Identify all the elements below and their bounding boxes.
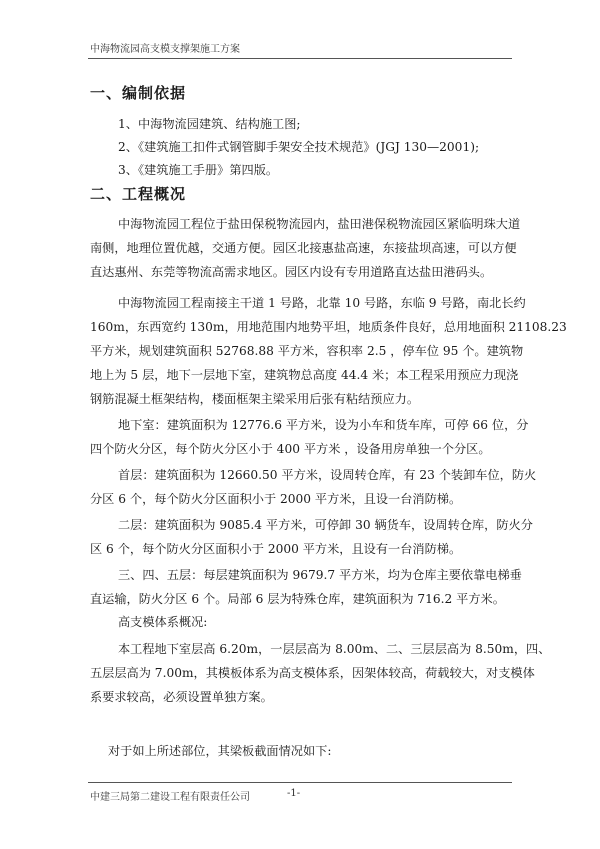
paragraph-line: 首层：建筑面积为 12660.50 平方米，设周转仓库，有 23 个装卸车位，防火 bbox=[118, 468, 537, 482]
paragraph-line: 本工程地下室层高 6.20m，一层层高为 8.00m、二、三层层高为 8.50m，四、 bbox=[118, 642, 551, 656]
paragraph-line: 对于如上所述部位，其梁板截面情况如下: bbox=[108, 744, 332, 758]
paragraph-line: 直运输，防火分区 6 个。局部 6 层为特殊仓库，建筑面积为 716.2 平方米。 bbox=[90, 592, 505, 606]
paragraph-line: 南侧，地理位置优越，交通方便。园区北接惠盐高速，东接盐坝高速，可以方便 bbox=[90, 241, 517, 255]
paragraph-line: 钢筋混凝土框架结构，楼面框架主梁采用后张有粘结预应力。 bbox=[90, 392, 420, 406]
paragraph-line: 区 6 个，每个防火分区面积小于 2000 平方米，且设有一台消防梯。 bbox=[90, 542, 462, 556]
subsection-label: 高支模体系概况: bbox=[118, 615, 208, 629]
paragraph-line: 160m，东西宽约 130m，用地范围内地势平坦，地质条件良好，总用地面积 21108.23 bbox=[90, 320, 567, 334]
paragraph-line: 地下室：建筑面积为 12776.6 平方米，设为小车和货车库，可停 66 位，分 bbox=[118, 418, 529, 432]
section-heading-basis: 一、编制依据 bbox=[90, 84, 187, 102]
page-header-title: 中海物流园高支模支撑架施工方案 bbox=[90, 44, 240, 55]
paragraph-line: 中海物流园工程位于盐田保税物流园内，盐田港保税物流园区紧临明珠大道 bbox=[118, 217, 521, 231]
basis-item-1: 1、中海物流园建筑、结构施工图; bbox=[118, 117, 301, 131]
header-divider bbox=[88, 58, 512, 59]
paragraph-line: 五层层高为 7.00m，其模板体系为高支模体系，因架体较高，荷载较大，对支模体 bbox=[90, 666, 535, 680]
paragraph-line: 系要求较高，必须设置单独方案。 bbox=[90, 690, 273, 704]
paragraph-line: 地上为 5 层，地下一层地下室，建筑物总高度 44.4 米；本工程采用预应力现浇 bbox=[90, 368, 519, 382]
basis-item-2: 2、《建筑施工扣件式钢管脚手架安全技术规范》(JGJ 130—2001); bbox=[118, 140, 480, 154]
paragraph-line: 分区 6 个，每个防火分区面积小于 2000 平方米，且设一台消防梯。 bbox=[90, 492, 462, 506]
section-heading-overview: 二、工程概况 bbox=[90, 185, 187, 203]
paragraph-line: 中海物流园工程南接主干道 1 号路，北靠 10 号路，东临 9 号路，南北长约 bbox=[118, 296, 526, 310]
paragraph-line: 四个防火分区，每个防火分区小于 400 平方米 ，设备用房单独一个分区。 bbox=[90, 442, 491, 456]
footer-divider bbox=[88, 782, 512, 783]
paragraph-line: 三、四、五层：每层建筑面积为 9679.7 平方米，均为仓库主要依靠电梯垂 bbox=[118, 568, 522, 582]
paragraph-line: 直达惠州、东莞等物流高需求地区。园区内设有专用道路直达盐田港码头。 bbox=[90, 265, 493, 279]
paragraph-line: 二层：建筑面积为 9085.4 平方米，可停卸 30 辆货车，设周转仓库，防火分 bbox=[118, 518, 533, 532]
page-number: -1- bbox=[287, 788, 301, 799]
basis-item-3: 3、《建筑施工手册》第四版。 bbox=[118, 163, 279, 177]
footer-company: 中建三局第二建设工程有限责任公司 bbox=[90, 792, 250, 803]
paragraph-line: 平方米，规划建筑面积 52768.88 平方米，容积率 2.5 ，停车位 95 个。建筑物 bbox=[90, 344, 524, 358]
